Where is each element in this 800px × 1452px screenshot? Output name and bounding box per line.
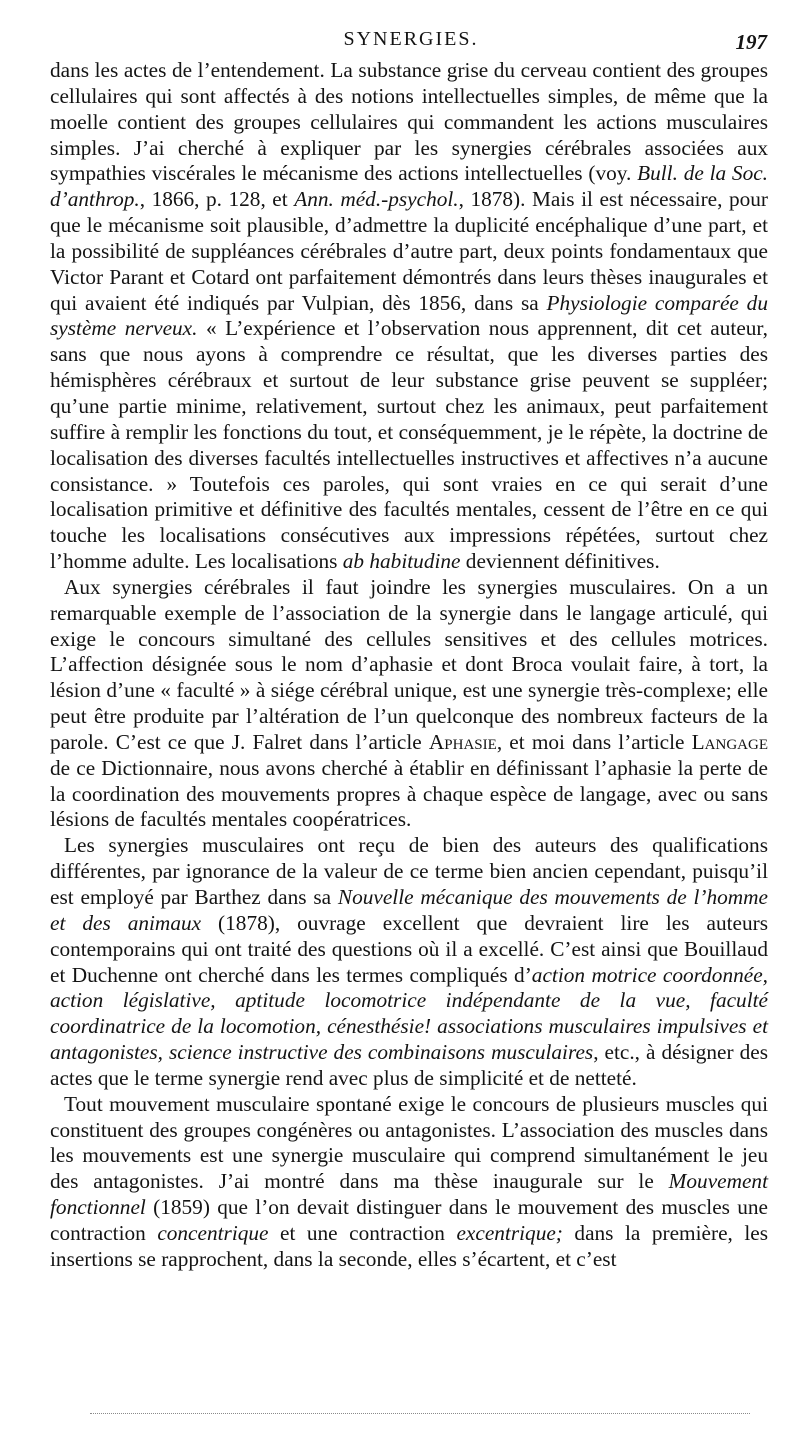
body-text [50, 58, 768, 1273]
italic-text: action motrice coordonnée, action législative, aptitude locomotrice indépendante de la vue, faculté coordinatrice de la locomotion, cénesthésie! associations musculaires impulsives et antagonistes, science instructive des combinaisons musculaires [50, 962, 768, 1065]
italic-text: Ann. méd.-psychol. [294, 187, 459, 212]
text-run: Aux synergies cérébrales il faut joindre les synergies musculaires. On a un remarquable exemple de l’association de la synergie dans le langage articulé, qui exige le concours simultané des cellules sensitives et des cellules motrices. L’affection désignée sous le nom d’aphasie et dont Broca voulait faire, à tort, la lésion d’une « faculté » à siége cérébral unique, est une synergie très-complexe; elle peut être produite par l’altération de l’un quelconque des nombreux facteurs de la parole. C’est ce que J. Falret dans l’article [50, 574, 768, 754]
paragraph [50, 1092, 768, 1273]
text-run: de ce Dictionnaire, nous avons cherché à établir en définissant l’aphasie la perte de la coordination des mouvements propres à chaque espèce de langage, avec ou sans lésions de facultés mentales coopératrices. [50, 755, 768, 832]
page-number: 197 [735, 30, 767, 54]
text-run: (1859) que l’on devait distinguer dans le mouvement des muscles une contraction [50, 1195, 768, 1245]
paragraph [50, 575, 768, 833]
italic-text: Nouvelle mécanique des mouvements de l’homme et des animaux [50, 885, 768, 935]
smallcaps-text: Langage [691, 729, 768, 754]
text-run: « L’expérience et l’observation nous apprennent, dit cet auteur, sans que nous ayons à comprendre ce résultat, que les diverses parties des hémisphères cérébraux et surtout de leur substance grise peuvent se suppléer; qu’une partie minime, relativement, surtout chez les animaux, peut parfaitement suffire à remplir les fonctions du tout, et conséquemment, je le répète, la doctrine de localisation des diverses facultés intellectuelles instructives et affectives n’a aucune consistance. » Toutefois ces paroles, qui sont vraies en ce qui serait d’une localisation primitive et définitive des facultés mentales, cessent de l’être en ce qui touche les localisations consécutives aux impressions répétées, surtout chez l’homme adulte. Les localisations [50, 316, 768, 574]
text-run: dans la première, les insertions se rapprochent, dans la seconde, elles s’écartent, et c’est [50, 1220, 769, 1271]
footer-rule [90, 1413, 750, 1414]
text-run: et une contraction [268, 1220, 457, 1245]
text-run: , et moi dans l’article [496, 729, 692, 754]
page-header [55, 28, 767, 58]
italic-text: Mouvement fonctionnel [50, 1169, 768, 1220]
paragraph [50, 833, 768, 1091]
italic-text: concentrique [157, 1220, 269, 1245]
smallcaps-text: Aphasie [428, 729, 497, 754]
italic-text: Bull. de la Soc. d’anthrop. [50, 161, 768, 212]
text-run: Les synergies musculaires ont reçu de bien des auteurs des qualifications différentes, par ignorance de la valeur de ce terme bien ancien cependant, puisqu’il est employé par Barthez dans sa [50, 833, 768, 909]
text-run: , 1866, p. 128, et [139, 187, 295, 212]
text-run: Tout mouvement musculaire spontané exige le concours de plusieurs muscles qui constituent des groupes congénères ou antagonistes. L’association des muscles dans les mouvements est une synergie musculaire qui comprend simultanément le jeu des antagonistes. J’ai montré dans ma thèse inaugurale sur le [50, 1091, 768, 1194]
text-run: (1878), ouvrage excellent que devraient lire les auteurs contemporains qui ont traité des questions où il a excellé. C’est ainsi que Bouillaud et Duchenne ont cherché dans les termes compliqués d’ [50, 910, 768, 987]
text-run: dans les actes de l’entendement. La substance grise du cerveau contient des groupes cellulaires qui sont affectés à des notions intellectuelles simples, de même que la moelle contient des groupes cellulaires qui commandent les actions musculaires simples. J’ai cherché à expliquer par les synergies cérébrales associées aux sympathies viscérales le mécanisme des actions intellectuelles (voy. [50, 58, 768, 186]
italic-text: Physiologie comparée du système nerveux. [50, 290, 768, 341]
text-run: , 1878). Mais il est nécessaire, pour que le mécanisme soit plausible, d’admettre la duplicité encéphalique d’une part, et la possibilité de suppléances cérébrales d’autre part, deux points fondamentaux que Victor Parant et Cotard ont parfaitement démontrés dans leurs thèses inaugurales et qui avaient été indiqués par Vulpian, dès 1856, dans sa [50, 187, 769, 315]
italic-text: ab habitudine [342, 549, 461, 574]
running-head: SYNERGIES. [343, 28, 479, 50]
paragraph [50, 58, 768, 575]
italic-text: excentrique; [456, 1220, 563, 1245]
text-run: deviennent définitives. [460, 549, 660, 574]
text-run: , etc., à désigner des actes que le terme synergie rend avec plus de simplicité et de netteté. [50, 1040, 768, 1090]
